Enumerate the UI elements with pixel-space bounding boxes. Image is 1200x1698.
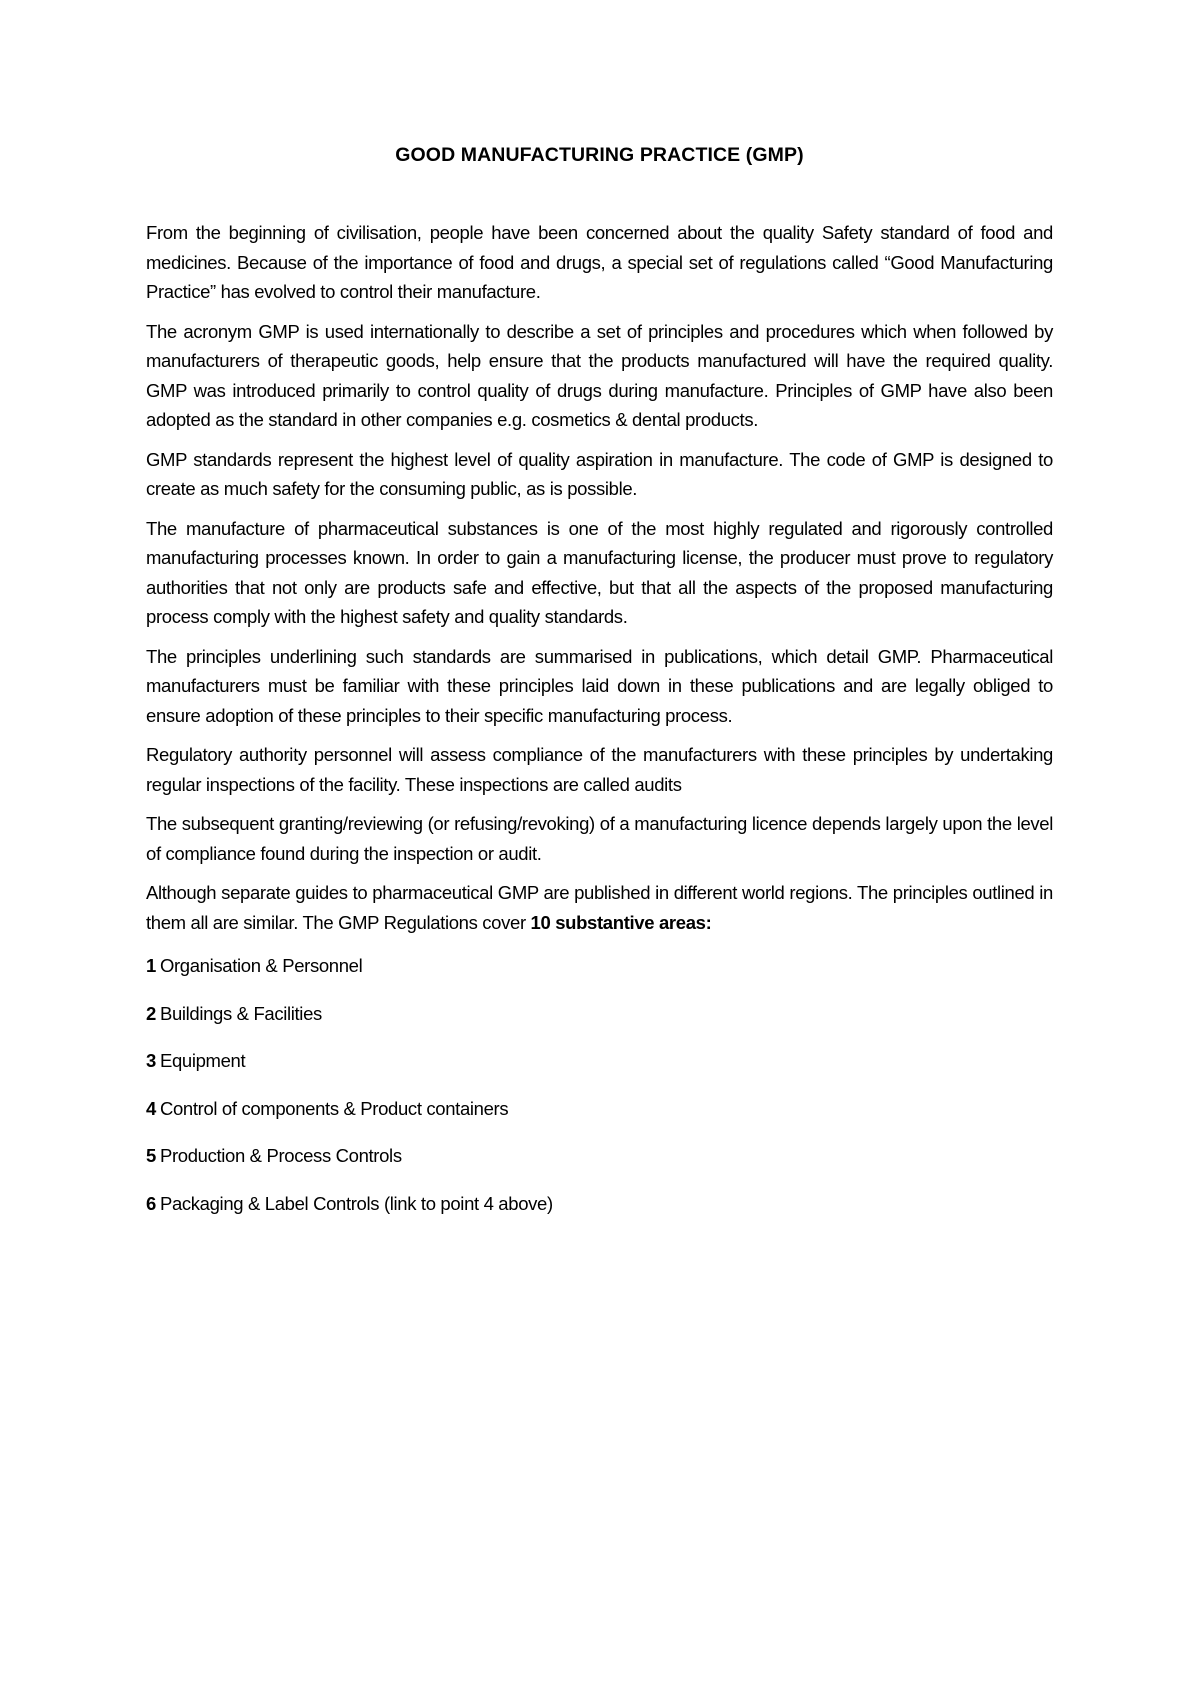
list-item <box>146 1141 1053 1171</box>
paragraph-guides-text: Although separate guides to pharmaceutical GMP are published in different world regions. The principles outlined in them all are similar. The GMP Regulations cover <box>146 882 1053 933</box>
list-item-number: 4 <box>146 1097 156 1119</box>
list-item-number: 5 <box>146 1145 156 1166</box>
paragraph-publications: The principles underlining such standards are summarised in publications, which detail GMP. Pharmaceutical manufacturers must be familiar with these principles laid down in these publications and are legally obliged to ensure adoption of these principles to their specific manufacturing process. <box>146 645 1053 726</box>
list-item <box>146 951 1053 981</box>
list-item-label: Control of components & Product containers <box>159 1097 509 1119</box>
list-item-label: Buildings & Facilities <box>159 1002 322 1024</box>
paragraph-standards: GMP standards represent the highest level of quality aspiration in manufacture. The code of GMP is designed to create as much safety for the consuming public, as is possible. <box>146 448 1053 499</box>
substantive-areas-emphasis: 10 substantive areas: <box>530 911 712 933</box>
list-item-label: Packaging & Label Controls (link to point 4 above) <box>159 1192 553 1214</box>
list-item-number: 3 <box>146 1050 156 1071</box>
document-page <box>146 140 1053 1236</box>
list-item-number: 2 <box>146 1002 156 1024</box>
document-title: GOOD MANUFACTURING PRACTICE (GMP) <box>395 144 804 166</box>
list-item-label: Production & Process Controls <box>159 1145 402 1166</box>
areas-list <box>146 951 1053 1218</box>
paragraph-guides <box>146 878 1053 937</box>
list-item-number: 6 <box>146 1192 156 1214</box>
paragraph-regulation: The manufacture of pharmaceutical substances is one of the most highly regulated and rigorously controlled manufacturing processes known. In order to gain a manufacturing license, the producer must prove to regulatory authorities that not only are products safe and effective, but that all the aspects of the proposed manufacturing process comply with the highest safety and quality standards. <box>146 517 1053 627</box>
paragraph-intro: From the beginning of civilisation, people have been concerned about the quality Safety standard of food and medicines. Because of the importance of food and drugs, a special set of regulations called “Good Manufacturing Practice” has evolved to control their manufacture. <box>146 222 1053 302</box>
list-item-label: Organisation & Personnel <box>159 955 363 976</box>
list-item <box>146 999 1053 1029</box>
paragraph-acronym: The acronym GMP is used internationally to describe a set of principles and procedures which when followed by manufacturers of therapeutic goods, help ensure that the products manufactured will have the required quality. GMP was introduced primarily to control quality of drugs during manufacture. Principles of GMP have also been adopted as the standard in other companies e.g. cosmetics & dental products. <box>146 320 1053 430</box>
paragraph-licence: The subsequent granting/reviewing (or refusing/revoking) of a manufacturing licence depends largely upon the level of compliance found during the inspection or audit. <box>146 813 1053 864</box>
list-item-number: 1 <box>146 955 156 976</box>
list-item-label: Equipment <box>159 1050 246 1071</box>
list-item <box>146 1189 1053 1219</box>
list-item <box>146 1094 1053 1124</box>
paragraph-audits: Regulatory authority personnel will assess compliance of the manufacturers with these principles by undertaking regular inspections of the facility. These inspections are called audits <box>146 744 1053 795</box>
list-item <box>146 1046 1053 1076</box>
